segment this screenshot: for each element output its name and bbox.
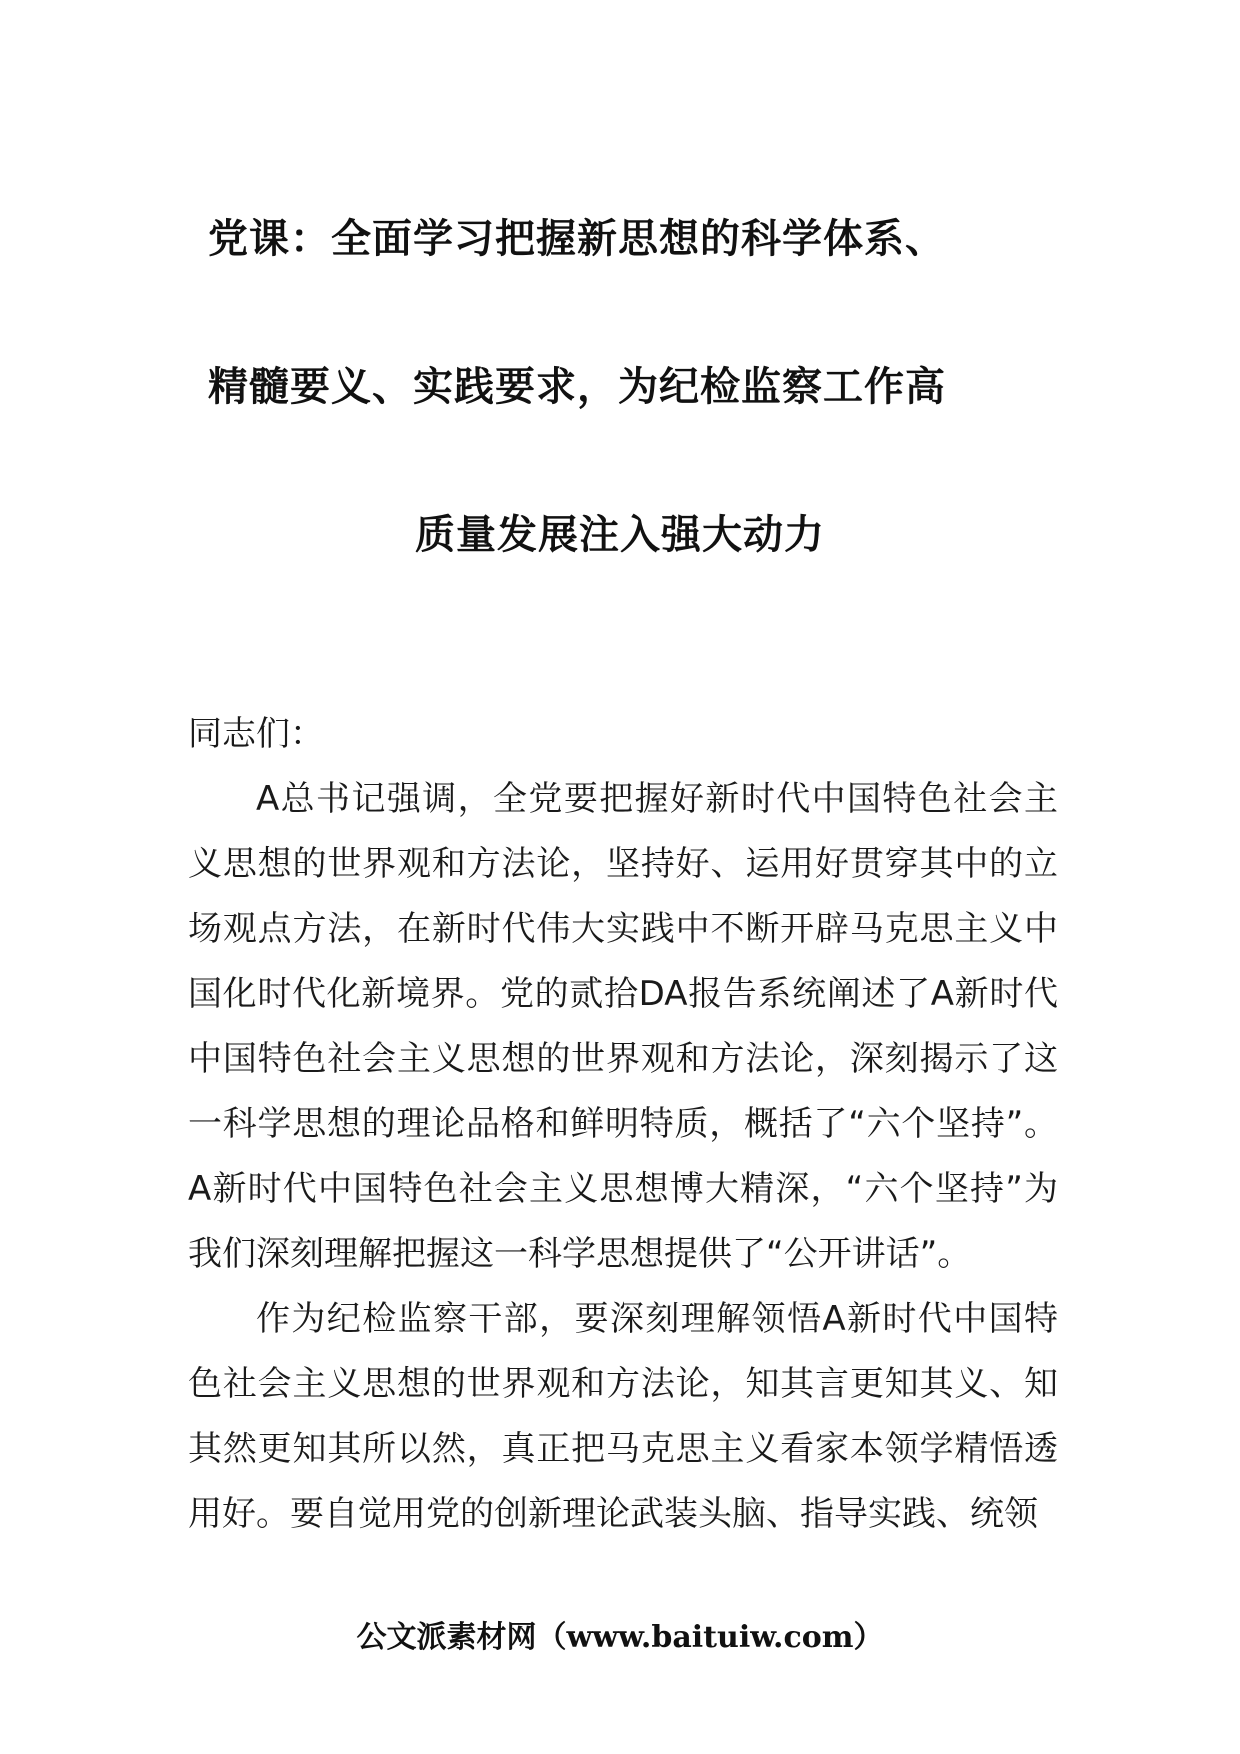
paragraph-1: A总书记强调，全党要把握好新时代中国特色社会主义思想的世界观和方法论，坚持好、运用好贯穿其中的立场观点方法，在新时代伟大实践中不断开辟马克思主义中国化时代化新境界。党的贰拾DA报告系统阐述了A新时代中国特色社会主义思想的世界观和方法论，深刻揭示了这一科学思想的理论品格和鲜明特质，概括了“六个坚持”。A新时代中国特色社会主义思想博大精深，“六个坚持”为我们深刻理解把握这一科学思想提供了“公开讲话”。 — [188, 779, 1058, 1274]
title-line-2: 精髓要义、实践要求，为纪检监察工作高 — [208, 364, 946, 410]
paragraph-2: 作为纪检监察干部，要深刻理解领悟A新时代中国特色社会主义思想的世界观和方法论，知其言更知其义、知其然更知其所以然，真正把马克思主义看家本领学精悟透用好。要自觉用党的创新理论武装头脑、指导实践、统领 — [188, 1299, 1058, 1534]
title-line-3: 质量发展注入强大动力 — [415, 512, 825, 558]
footer-source: 公文派素材网（www.baituiw.com） — [356, 1620, 884, 1655]
document-title — [180, 165, 1060, 609]
document-body — [188, 702, 1058, 1547]
salutation: 同志们： — [188, 714, 324, 754]
title-line-1: 党课：全面学习把握新思想的科学体系、 — [208, 216, 946, 262]
